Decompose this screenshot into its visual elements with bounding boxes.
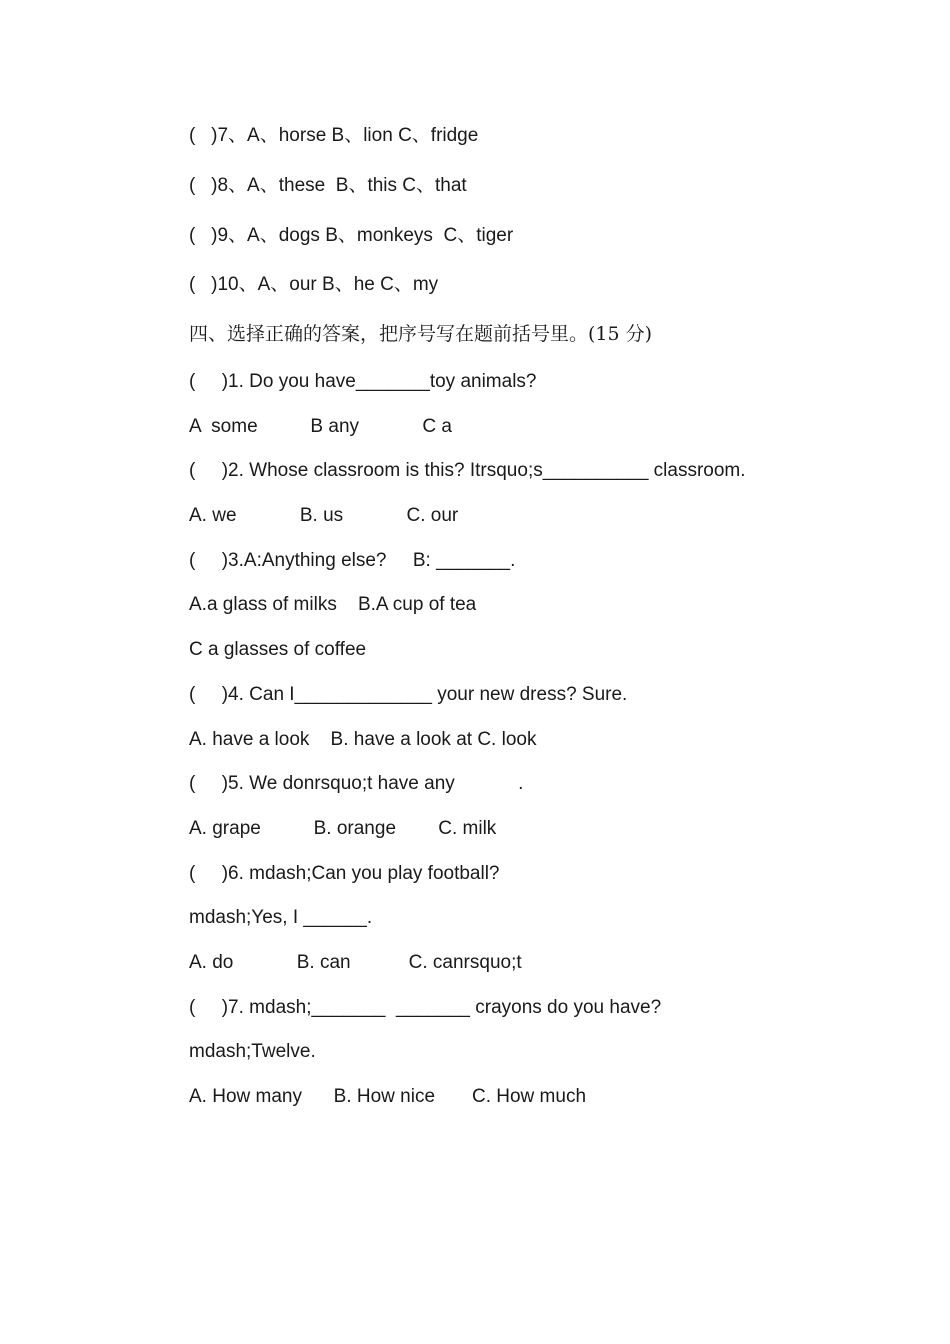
section-4-heading: 四、选择正确的答案，把序号写在题前括号里。(15 分) <box>189 323 653 345</box>
mc-question-1: ( )1. Do you have_______toy animals? <box>189 371 537 392</box>
question-9-line: ( )9、A、dogs B、monkeys C、tiger <box>189 225 514 246</box>
mc-question-7-answer: mdash;Twelve. <box>189 1041 316 1062</box>
mc-question-6-answer: mdash;Yes, I ______. <box>189 907 373 928</box>
question-7-line: ( )7、A、horse B、lion C、fridge <box>189 125 479 146</box>
question-10-line: ( )10、A、our B、he C、my <box>189 274 439 295</box>
question-8-line: ( )8、A、these B、this C、that <box>189 175 467 196</box>
mc-question-5-options: A. grape B. orange C. milk <box>189 818 497 839</box>
mc-question-2-options: A. we B. us C. our <box>189 505 459 526</box>
mc-question-3: ( )3.A:Anything else? B: _______. <box>189 550 516 571</box>
mc-question-6: ( )6. mdash;Can you play football? <box>189 863 500 884</box>
mc-question-5: ( )5. We donrsquo;t have any . <box>189 773 524 794</box>
mc-question-3-option-c: C a glasses of coffee <box>189 639 367 660</box>
mc-question-3-options-a-b: A.a glass of milks B.A cup of tea <box>189 594 477 615</box>
mc-question-2: ( )2. Whose classroom is this? Itrsquo;s__________ classroom. <box>189 460 746 481</box>
mc-question-7: ( )7. mdash;_______ _______ crayons do you have? <box>189 997 662 1018</box>
mc-question-4-options: A. have a look B. have a look at C. look <box>189 729 537 750</box>
mc-question-7-options: A. How many B. How nice C. How much <box>189 1086 587 1107</box>
mc-question-6-options: A. do B. can C. canrsquo;t <box>189 952 522 973</box>
mc-question-4: ( )4. Can I_____________ your new dress? Sure. <box>189 684 628 705</box>
mc-question-1-options: A some B any C a <box>189 416 452 437</box>
